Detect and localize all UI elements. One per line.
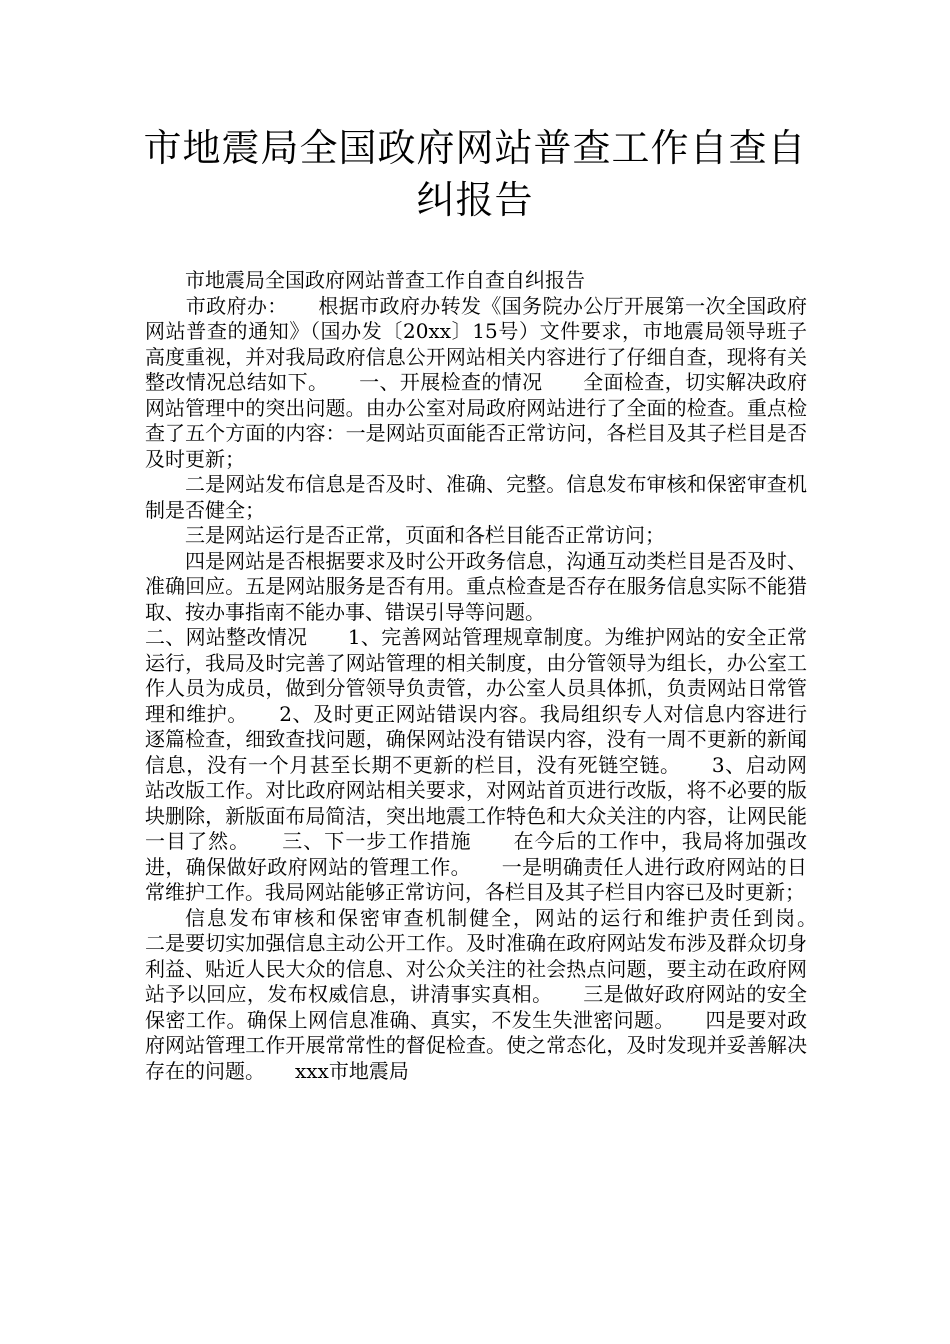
body-paragraph: 市政府办： 根据市政府办转发《国务院办公厅开展第一次全国政府网站普查的通知》（国办发〔20xx〕15号）文件要求，市地震局领导班子高度重视，并对我局政府信息公开网站相关内容进行了仔细自查，现将有关整改情况总结如下。 一、开展检查的情况 全面检查，切实解决政府网站管理中的突出问题。由办公室对局政府网站进行了全面的检查。重点检查了五个方面的内容：一是网站页面能否正常访问，各栏目及其子栏目是否及时更新； <box>145 293 807 471</box>
body-paragraph: 二、网站整改情况 1、完善网站管理规章制度。为维护网站的安全正常运行，我局及时完善了网站管理的相关制度，由分管领导为组长，办公室工作人员为成员，做到分管领导负责管，办公室人员具体抓，负责网站日常管理和维护。 2、及时更正网站错误内容。我局组织专人对信息内容进行逐篇检查，细致查找问题，确保网站没有错误内容，没有一周不更新的新闻信息，没有一个月甚至长期不更新的栏目，没有死链空链。 3、启动网站改版工作。对比政府网站相关要求，对网站首页进行改版，将不必要的版块删除，新版面布局简洁，突出地震工作特色和大众关注的内容，让网民能一目了然。 三、下一步工作措施 在今后的工作中，我局将加强改进，确保做好政府网站的管理工作。 一是明确责任人进行政府网站的日常维护工作。我局网站能够正常访问，各栏目及其子栏目内容已及时更新； <box>145 625 807 904</box>
body-paragraph: 信息发布审核和保密审查机制健全，网站的运行和维护责任到岗。 二是要切实加强信息主动公开工作。及时准确在政府网站发布涉及群众切身利益、贴近人民大众的信息、对公众关注的社会热点问题，要主动在政府网站予以回应，发布权威信息，讲清事实真相。 三是做好政府网站的安全保密工作。确保上网信息准确、真实，不发生失泄密问题。 四是要对政府网站管理工作开展常常性的督促检查。使之常态化，及时发现并妥善解决存在的问题。 xxx市地震局 <box>145 905 847 1083</box>
document-title: 市地震局全国政府网站普查工作自查自纠报告 <box>143 126 807 222</box>
document-body <box>145 268 847 1084</box>
body-paragraph: 二是网站发布信息是否及时、准确、完整。信息发布审核和保密审查机制是否健全； <box>145 472 807 522</box>
body-paragraph: 三是网站运行是否正常，页面和各栏目能否正常访问； <box>185 523 665 547</box>
body-paragraph: 四是网站是否根据要求及时公开政务信息，沟通互动类栏目是否及时、准确回应。五是网站服务是否有用。重点检查是否存在服务信息实际不能猎取、按办事指南不能办事、错误引导等问题。 <box>145 548 807 624</box>
body-paragraph: 市地震局全国政府网站普查工作自查自纠报告 <box>185 268 585 292</box>
